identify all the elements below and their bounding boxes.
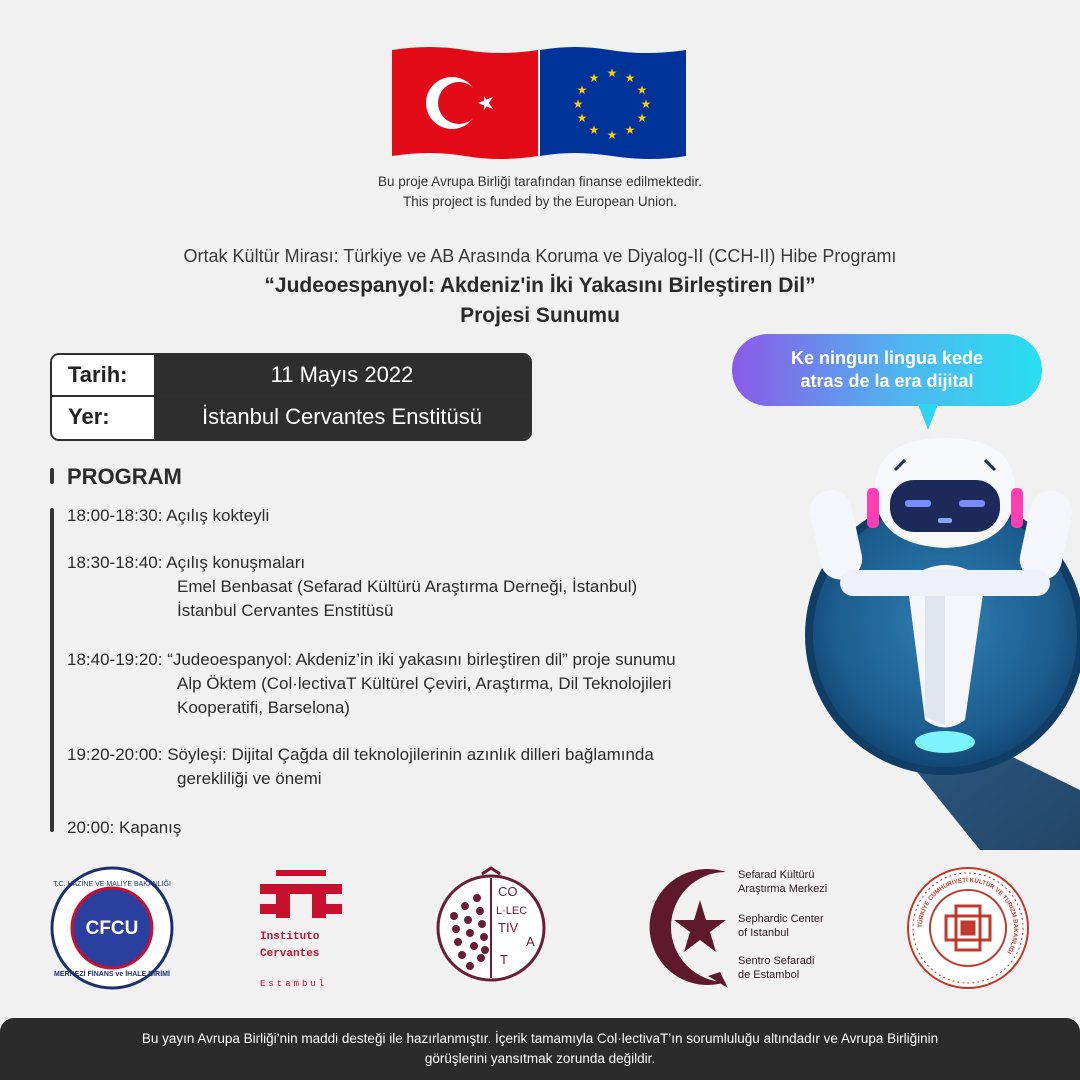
program-heading: PROGRAM: [67, 464, 182, 489]
cfcu-logo: [50, 866, 174, 990]
svg-text:★: ★: [572, 97, 584, 111]
program-item-2: 18:30-18:40: Açılış konuşmaları: [67, 553, 306, 572]
program-item-3: 18:40-19:20: “Judeoespanyol: Akdeniz’in iki yakasını birleştiren dil” proje sunumu: [67, 650, 676, 669]
sephardic-center-logo: [648, 864, 848, 990]
svg-text:★: ★: [588, 71, 600, 85]
sephardic-lad-1: Sentro Sefaradi: [738, 955, 815, 967]
program-item-2-speaker-2: İstanbul Cervantes Enstitüsü: [177, 601, 394, 620]
program-item-4: 19:20-20:00: Söyleşi: Dijital Çağda dil teknolojilerinin azınlık dilleri bağlamında: [67, 745, 654, 764]
funding-notice-en: This project is funded by the European Union.: [403, 194, 677, 209]
speech-bubble-tail: [918, 404, 938, 430]
cervantes-line-3: Estambul: [260, 979, 328, 989]
venue-value: İstanbul Cervantes Enstitüsü: [154, 397, 530, 439]
footer-line-1: Bu yayın Avrupa Birliği’nin maddi desteği ile hazırlanmıştır. İçerik tamamıyla Col·lectivaT’ın sorumluluğu altındadır ve Avrupa Birliğinin: [141, 1031, 939, 1046]
svg-text:★: ★: [640, 97, 652, 111]
date-row: [52, 355, 530, 397]
eu-disclaimer-footer: [0, 1018, 1080, 1080]
program-item-1: 18:00-18:30: Açılış kokteyli: [67, 506, 270, 525]
svg-text:★: ★: [576, 111, 588, 125]
sephardic-tr-2: Araştırma Merkezi: [738, 883, 828, 895]
program-heading-bar: [50, 468, 54, 484]
date-value: 11 Mayıs 2022: [154, 355, 530, 395]
svg-text:★: ★: [624, 71, 636, 85]
cfcu-center-text: CFCU: [85, 918, 139, 939]
project-subtitle: Projesi Sunumu: [460, 304, 620, 327]
svg-text:★: ★: [636, 83, 648, 97]
svg-text:★: ★: [606, 128, 618, 142]
collectivat-text-1: CO: [498, 884, 518, 899]
ministry-ring-text: TÜRKİYE CUMHURİYETİ KÜLTÜR VE TURİZM BAKANLIĞI: [916, 876, 1020, 955]
cervantes-line-1: Instituto: [260, 931, 320, 943]
program-item-5: 20:00: Kapanış: [67, 818, 182, 837]
program-item-2-speaker: Emel Benbasat (Sefarad Kültürü Araştırma Derneği, İstanbul): [177, 577, 638, 596]
eu-flag: [540, 47, 686, 159]
collectivat-logo: [434, 866, 548, 984]
cfcu-ring-bottom: MERKEZİ FİNANS ve İHALE BİRİMİ: [54, 971, 170, 978]
venue-row: [52, 397, 530, 439]
collectivat-text-2: L·LEC: [496, 905, 528, 917]
bubble-line-1: Ke ningun lingua kede: [790, 348, 983, 368]
program-item-4-cont: gerekliliği ve önemi: [177, 769, 322, 788]
venue-label: Yer:: [52, 397, 168, 439]
culture-tourism-ministry-logo: [906, 866, 1030, 990]
date-label: Tarih:: [52, 355, 168, 395]
svg-text:★: ★: [576, 83, 588, 97]
robot-illustration: [795, 430, 1080, 850]
collectivat-text-3: TIV: [498, 920, 519, 935]
collectivat-text-4: A: [526, 934, 535, 949]
cervantes-line-2: Cervantes: [260, 948, 320, 960]
svg-text:★: ★: [624, 123, 636, 137]
program-item-3-speaker: Alp Öktem (Col·lectivaT Kültürel Çeviri, Araştırma, Dil Teknolojileri: [177, 674, 672, 693]
svg-text:★: ★: [606, 66, 618, 80]
turkey-eu-flags: [390, 44, 688, 162]
sephardic-en-1: Sephardic Center: [738, 913, 824, 925]
program-timeline-bar: [50, 508, 54, 832]
instituto-cervantes-logo: [256, 866, 346, 990]
event-info-table: [50, 353, 532, 441]
svg-text:★: ★: [636, 111, 648, 125]
funding-notice-tr: Bu proje Avrupa Birliği tarafından finanse edilmektedir.: [378, 174, 702, 189]
turkey-flag: [392, 47, 538, 159]
sephardic-lad-2: de Estambol: [738, 969, 800, 981]
robot-speech-bubble: [732, 334, 1042, 406]
bubble-line-2: atras de la era dijital: [800, 371, 974, 391]
project-title: “Judeoespanyol: Akdeniz'in İki Yakasını Birleştiren Dil”: [264, 274, 816, 297]
sephardic-tr-1: Sefarad Kültürü: [738, 869, 815, 881]
grant-programme-line: Ortak Kültür Mirası: Türkiye ve AB Arasında Koruma ve Diyalog-II (CCH-II) Hibe Programı: [183, 246, 897, 266]
footer-line-2: görüşlerini yansıtmak zorunda değildir.: [424, 1051, 656, 1066]
collectivat-text-5: T: [500, 952, 508, 967]
cfcu-ring-top: T.C. HAZİNE VE MALİYE BAKANLIĞI: [53, 881, 171, 888]
svg-text:★: ★: [588, 123, 600, 137]
sephardic-en-2: of Istanbul: [738, 927, 789, 939]
program-item-3-speaker-cont: Kooperatifi, Barselona): [177, 698, 350, 717]
